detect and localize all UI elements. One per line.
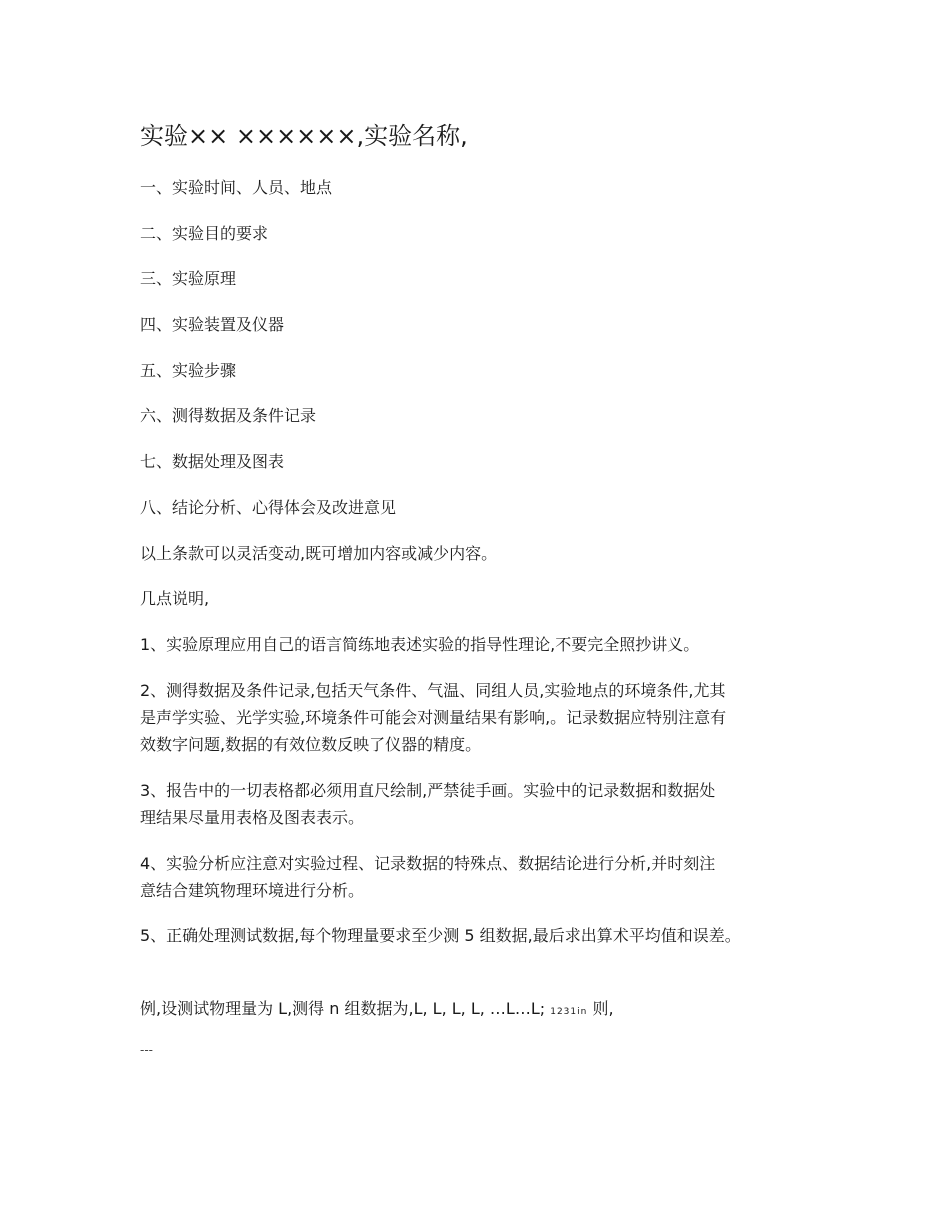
explain-item-2-line-1: 2、测得数据及条件记录,包括天气条件、气温、同组人员,实验地点的环境条件,尤其 — [140, 681, 726, 700]
explain-heading: 几点说明, — [140, 589, 210, 608]
explain-item-5: 5、正确处理测试数据,每个物理量要求至少测 5 组数据,最后求出算术平均值和误差。 — [140, 926, 741, 945]
explain-item-2 — [140, 677, 812, 758]
explain-item-2-line-2: 是声学实验、光学实验,环境条件可能会对测量结果有影响,。记录数据应特别注意有 — [140, 708, 727, 727]
section-item-5: 五、实验步骤 — [140, 361, 237, 380]
section-item-7: 七、数据处理及图表 — [140, 452, 285, 471]
explain-item-3-line-2: 理结果尽量用表格及图表表示。 — [140, 808, 365, 827]
example-line — [140, 995, 614, 1026]
section-item-8: 八、结论分析、心得体会及改进意见 — [140, 498, 397, 517]
section-item-1: 一、实验时间、人员、地点 — [140, 178, 333, 197]
example-text: 例,设测试物理量为 L,测得 n 组数据为,L, L, L, L, …L…L; — [140, 999, 546, 1018]
section-item-4: 四、实验装置及仪器 — [140, 315, 285, 334]
section-item-3: 三、实验原理 — [140, 269, 237, 288]
note-text: 以上条款可以灵活变动,既可增加内容或减少内容。 — [140, 544, 498, 563]
footer-mark: --- — [140, 1043, 153, 1057]
section-item-6: 六、测得数据及条件记录 — [140, 406, 317, 425]
section-item-2: 二、实验目的要求 — [140, 224, 269, 243]
document-title: 实验×× ××××××,实验名称, — [140, 122, 468, 150]
explain-item-4 — [140, 850, 812, 904]
explain-item-3-line-1: 3、报告中的一切表格都必须用直尺绘制,严禁徒手画。实验中的记录数据和数据处 — [140, 781, 716, 800]
explain-item-4-line-1: 4、实验分析应注意对实验过程、记录数据的特殊点、数据结论进行分析,并时刻注 — [140, 854, 716, 873]
explain-item-4-line-2: 意结合建筑物理环境进行分析。 — [140, 881, 365, 900]
example-tail: 则, — [592, 999, 614, 1018]
example-subscripts: 1231in — [550, 1007, 588, 1017]
explain-item-2-line-3: 效数字问题,数据的有效位数反映了仪器的精度。 — [140, 735, 482, 754]
explain-item-3 — [140, 777, 812, 831]
explain-item-1: 1、实验原理应用自己的语言简练地表述实验的指导性理论,不要完全照抄讲义。 — [140, 635, 700, 654]
